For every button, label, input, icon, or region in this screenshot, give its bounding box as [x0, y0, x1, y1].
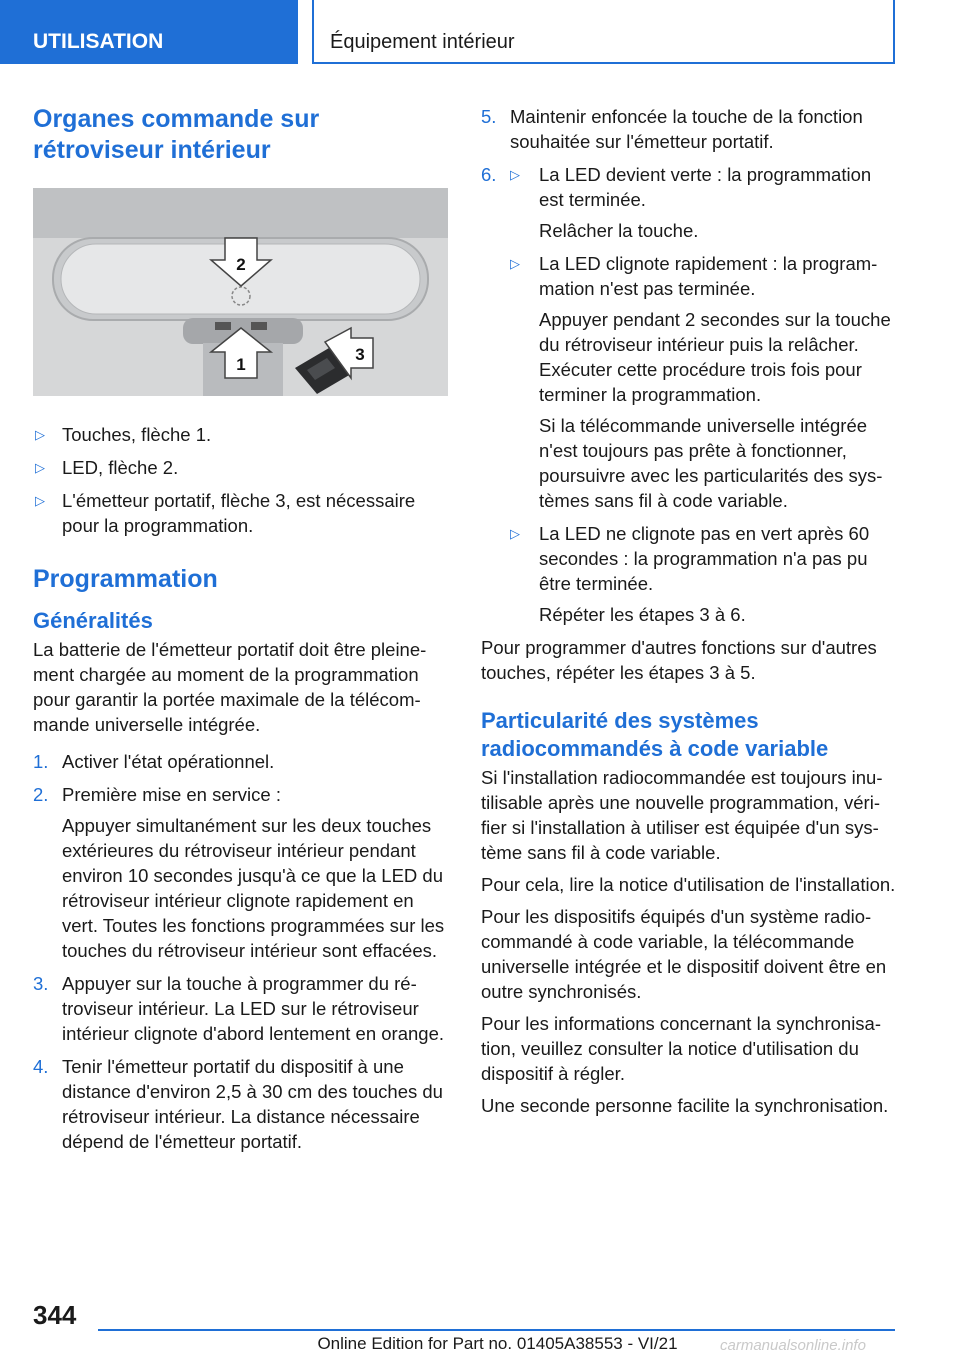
chapter-tab: Équipement intérieur — [312, 0, 895, 64]
triangle-bullet-icon: ▷ — [510, 256, 520, 271]
list-item: ▷ L'émetteur portatif, flèche 3, est nécessaire pour la programmation. — [35, 490, 416, 536]
list-item: 3. Appuyer sur la touche à programmer du rétroviseur intérieur. La LED sur le rétroviseur intérieur clignote d'abord lentement en orange. — [33, 973, 445, 1044]
list-item: ▷ Touches, flèche 1. — [35, 424, 212, 445]
footer-divider — [98, 1329, 895, 1331]
section-title: Organes commande sur rétroviseur intérieur — [33, 105, 320, 164]
after-steps-paragraph: Pour programmer d'autres fonctions sur d'autres touches, répéter les étapes 3 à 5. — [481, 637, 877, 683]
figure-label-3: 3 — [355, 345, 365, 364]
intro-paragraph: La batterie de l'émetteur portatif doit être pleinement chargée au moment de la programmation pour garantir la portée maximale de la télécommande universelle intégrée. — [33, 639, 427, 735]
triangle-bullet-icon: ▷ — [35, 493, 45, 508]
heading-generalites: Généralités — [33, 608, 153, 633]
paragraph: Pour cela, lire la notice d'utilisation de l'installation. — [481, 874, 896, 895]
right-column — [481, 104, 896, 1125]
figure-label-1: 1 — [236, 355, 246, 374]
paragraph: Une seconde personne facilite la synchronisation. — [481, 1095, 889, 1116]
list-item: 4. Tenir l'émetteur portatif du dispositif à une distance d'environ 2,5 à 30 cm des touches du rétroviseur intérieur. La distance nécessaire dépend de l'émetteur portatif. — [33, 1056, 443, 1152]
triangle-bullet-icon: ▷ — [510, 167, 520, 182]
heading-programmation: Programmation — [33, 565, 218, 593]
list-item: ▷ La LED clignote rapidement : la programmation n'est pas terminée. Appuyer pendant 2 secondes sur la touche du rétroviseur intérieur puis la relâcher. Exécuter cette procédure trois fois pour terminer la programmation. Si la télécommande universelle intégrée n'est toujours pas prête à fonctionner, poursuivre avec les particularités des systèmes sans fil à code variable. — [510, 253, 891, 511]
list-item: 2. Première mise en service : Appuyer simultanément sur les deux touches extérieures du rétroviseur intérieur pendant environ 10 secondes jusqu'à ce que la LED du rétroviseur intérieur clignote rapidement en vert. Toutes les fonctions programmées sur les touches du rétroviseur intérieur sont effacées. — [33, 784, 445, 961]
steps-list-continued — [481, 104, 896, 627]
watermark: carmanualsonline.info — [720, 1337, 866, 1354]
list-item: 1. Activer l'état opérationnel. — [33, 751, 275, 772]
triangle-bullet-icon: ▷ — [35, 427, 45, 442]
left-column — [33, 98, 448, 1162]
list-item: 6. ▷ La LED devient verte : la programmation est terminée. Relâcher la touche. ▷ La LED clignote rapidement : la programmation n'est pas terminée. Appuyer pendant 2 secondes sur la touche du rétroviseur intérieur puis la relâcher. Exécuter cette procédure trois fois pour terminer la programmation. Si la télécommande universelle intégrée n'est toujours pas prête à fonctionner, poursuivre avec les particularités des systèmes sans fil à code variable. ▷ La LED ne clignote pas en vert après 60 secondes : la programmation n'a pas pu être terminée. Répéter les étapes 3 à 6. — [481, 162, 896, 627]
page-number: 344 — [33, 1300, 77, 1330]
edition-text: Online Edition for Part no. 01405A38553 - VI/21 — [317, 1334, 678, 1353]
triangle-bullet-icon: ▷ — [35, 460, 45, 475]
mirror-illustration — [33, 188, 448, 396]
steps-list — [33, 749, 448, 1154]
section-tab: UTILISATION — [0, 0, 298, 64]
list-item: ▷ LED, flèche 2. — [35, 457, 179, 478]
list-item: ▷ La LED devient verte : la programmation est terminée. Relâcher la touche. — [510, 164, 872, 241]
outcome-list — [510, 162, 896, 627]
paragraph: Pour les dispositifs équipés d'un système radiocommandé à code variable, la télécommande universelle intégrée et le dispositif doivent être en outre synchronisés. — [481, 906, 887, 1002]
paragraph: Pour les informations concernant la synchronisation, veuillez consulter la notice d'utilisation du dispositif à régler. — [481, 1013, 882, 1084]
controls-list — [33, 422, 448, 538]
figure-label-2: 2 — [236, 255, 246, 274]
triangle-bullet-icon: ▷ — [510, 526, 520, 541]
list-item: 5. Maintenir enfoncée la touche de la fonction souhaitée sur l'émetteur portatif. — [481, 106, 863, 152]
heading-rolling-code: Particularité des systèmes radiocommandés à code variable — [481, 708, 829, 761]
paragraph: Si l'installation radiocommandée est toujours inutilisable après une nouvelle programmation, vérifier si l'installation à utiliser est équipée d'un système sans fil à code variable. — [481, 767, 883, 863]
list-item: ▷ La LED ne clignote pas en vert après 60 secondes : la programmation n'a pas pu être terminée. Répéter les étapes 3 à 6. — [510, 523, 870, 625]
